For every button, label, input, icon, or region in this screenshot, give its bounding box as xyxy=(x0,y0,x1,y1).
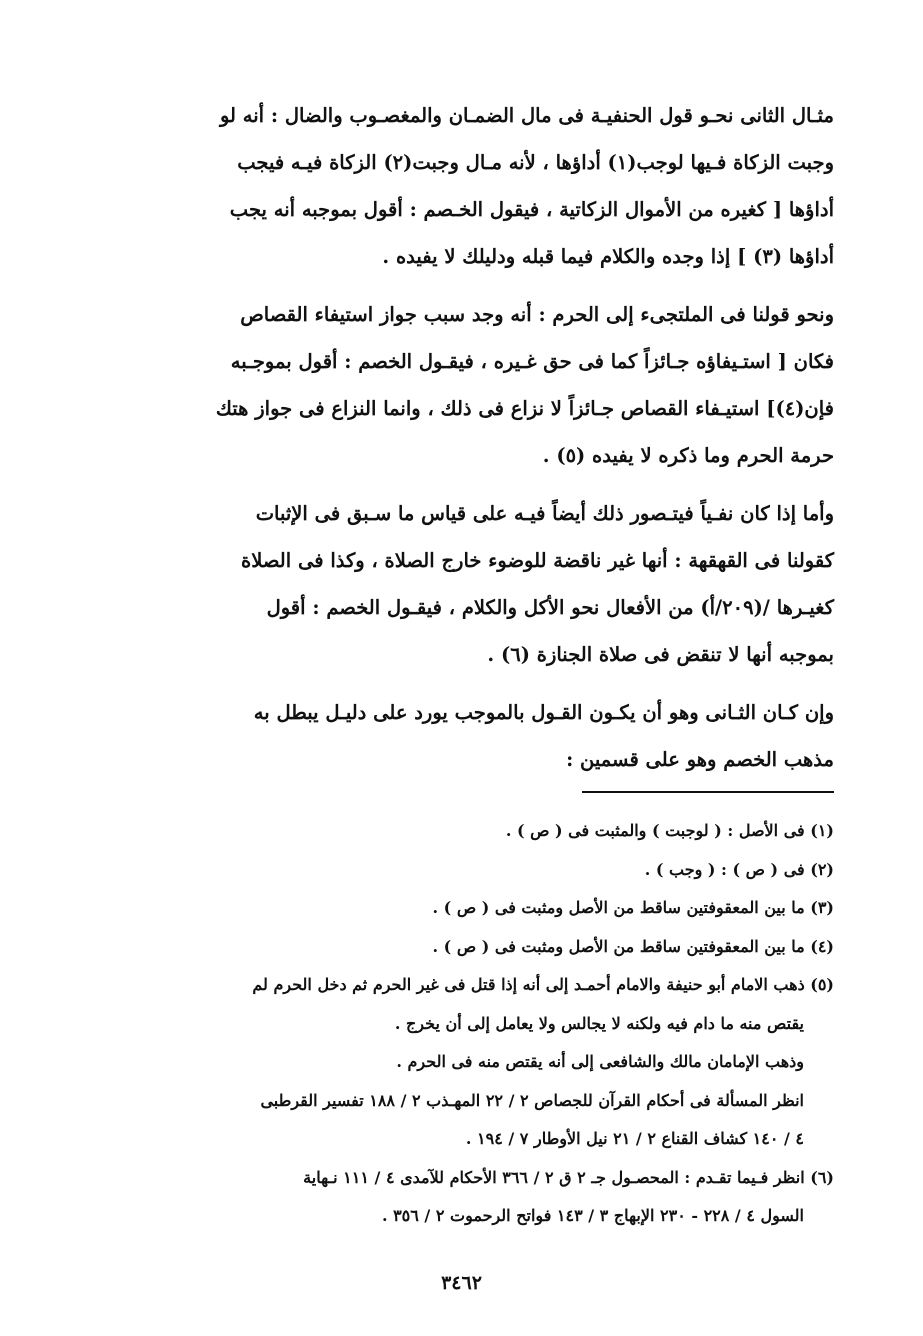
paragraph-line: مذهب الخصم وهو على قسمين : xyxy=(566,748,834,771)
paragraph-gap xyxy=(112,678,834,689)
paragraph-line: أداؤها (٣) ] إذا وجده والكلام فيما قبله ودليلك لا يفيده . xyxy=(382,245,834,268)
footnote-2: (٢) فى ( ص ) : ( وجب ) . xyxy=(644,859,834,879)
paragraph-2 xyxy=(112,291,834,479)
paragraph-line: كقولنا فى القهقهة : أنها غير ناقضة للوضوء خارج الصلاة ، وكذا فى الصلاة xyxy=(241,549,834,572)
paragraph-1 xyxy=(112,92,834,280)
paragraph-line: أداؤها [ كغيره من الأموال الزكاتية ، فيقول الخـصم : أقول بموجبه أنه يجب xyxy=(229,198,834,221)
footnote-3: (٣) ما بين المعقوفتين ساقط من الأصل ومثبت فى ( ص ) . xyxy=(432,898,834,917)
paragraph-line: وجبت الزكاة فـيها لوجب(١) أداؤها ، لأنه مـال وجبت(٢) الزكاة فيـه فيجب xyxy=(237,151,834,174)
footnote-6: (٦) انظر فـيما تقـدم : المحصـول جـ ٢ ق ٢ / ٣٦٦ الأحكام للآمدى ٤ / ١١١ نـهاية xyxy=(303,1167,834,1187)
page-number: ٣٤٦٢ xyxy=(441,1272,482,1294)
paragraph-4 xyxy=(112,689,834,783)
footnote-5-line: يقتص منه ما دام فيه ولكنه لا يجالس ولا يعامل إلى أن يخرج . xyxy=(394,1013,804,1033)
paragraph-line: ونحو قولنا فى الملتجىء إلى الحرم : أنه وجد سبب جواز استيفاء القصاص xyxy=(240,303,834,326)
paragraph-line: فكان [ استـيفاؤه جـائزاً كما فى حق غـيره ، فيقـول الخصم : أقول بموجـبه xyxy=(230,350,834,373)
paragraph-3 xyxy=(112,490,834,678)
footnote-4: (٤) ما بين المعقوفتين ساقط من الأصل ومثبت فى ( ص ) . xyxy=(432,936,834,956)
footnote-1: (١) فى الأصل : ( لوجبت ) والمثبت فى ( ص ) . xyxy=(505,821,834,840)
paragraph-line: وأما إذا كان نفـياً فيتـصور ذلك أيضاً فيـه على قياس ما سـبق فى الإثبات xyxy=(255,502,834,525)
footnotes xyxy=(112,812,834,1236)
footnote-5: (٥) ذهب الامام أبو حنيفة والامام أحمـد إلى أنه إذا قتل فى غير الحرم ثم دخل الحرم لم xyxy=(252,975,834,994)
paragraph-line: مثـال الثانى نحـو قول الحنفيـة فى مال الضمـان والمغصـوب والضال : أنه لو xyxy=(219,104,834,127)
paragraph-line: بموجبه أنها لا تنقض فى صلاة الجنازة (٦) . xyxy=(487,643,834,666)
footnote-5-line: انظر المسألة فى أحكام القرآن للجصاص ٢ / ٢٢ المهـذب ٢ / ١٨٨ تفسير القرطبى xyxy=(260,1090,804,1110)
paragraph-line: وإن كـان الثـانى وهو أن يكـون القـول بالموجب يورد على دليـل يبطل به xyxy=(253,701,834,724)
paragraph-line: حرمة الحرم وما ذكره لا يفيده (٥) . xyxy=(542,444,834,467)
paragraph-gap xyxy=(112,479,834,490)
main-text xyxy=(112,92,834,783)
paragraph-line: كغيـرها /(٢٠٩/أ) من الأفعال نحو الأكل والكلام ، فيقـول الخصم : أقول xyxy=(266,596,834,619)
footnote-5-line: ٤ / ١٤٠ كشاف القناع ٢ / ٢١ نيل الأوطار ٧ / ١٩٤ . xyxy=(465,1129,804,1148)
footnote-separator xyxy=(582,791,834,793)
footnote-5-line: وذهب الإمامان مالك والشافعى إلى أنه يقتص منه فى الحرم . xyxy=(396,1052,804,1071)
paragraph-line: فإن(٤)] استيـفاء القصاص جـائزاً لا نزاع فى ذلك ، وانما النزاع فى جواز هتك xyxy=(215,397,834,420)
footnote-6-line: السول ٤ / ٢٢٨ - ٢٣٠ الإبهاج ٣ / ١٤٣ فواتح الرحموت ٢ / ٣٥٦ . xyxy=(381,1206,804,1225)
paragraph-gap xyxy=(112,280,834,291)
